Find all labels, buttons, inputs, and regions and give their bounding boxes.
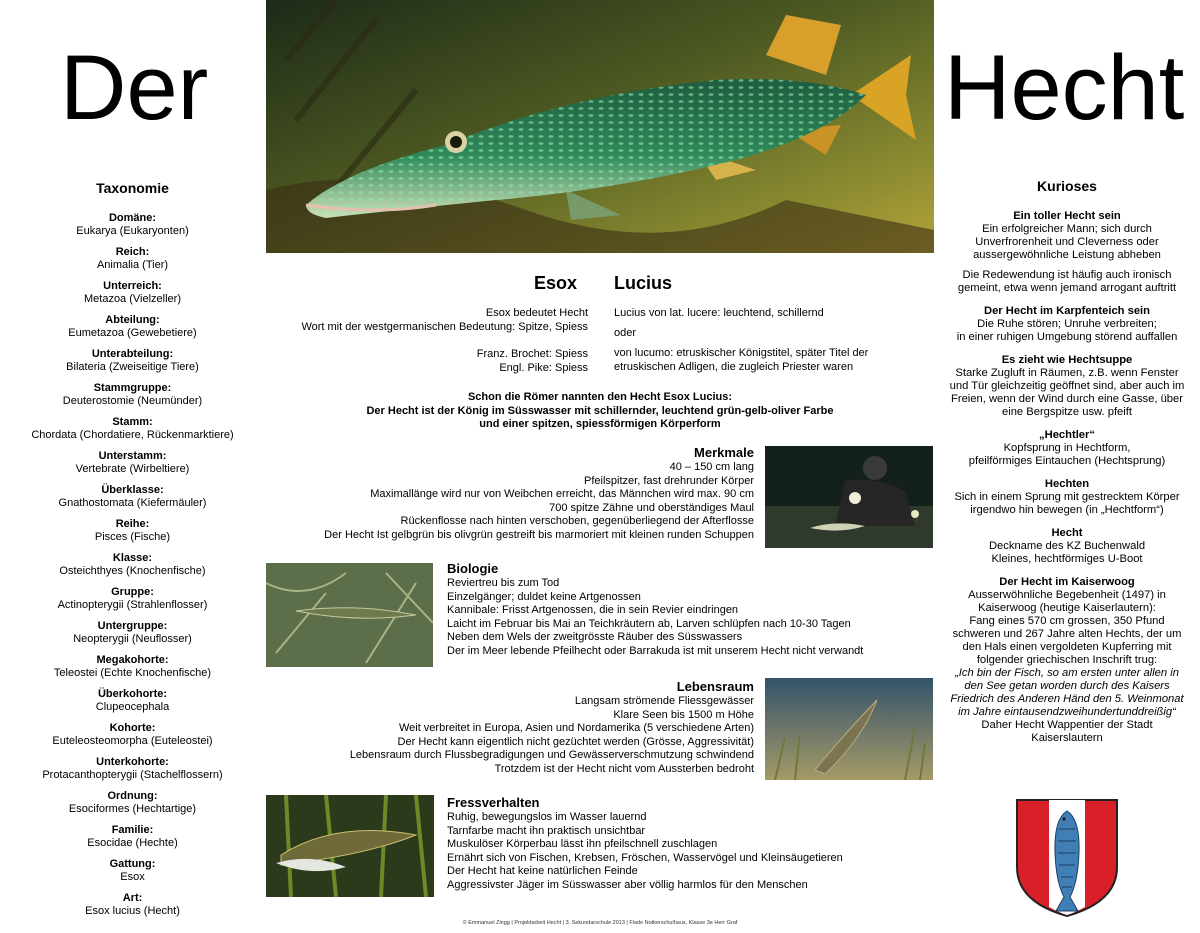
kurioses-line: folgender griechischen Inschrift trug:	[976, 654, 1158, 666]
kurioses-line: Die Ruhe stören; Unruhe verbreiten;	[977, 318, 1157, 330]
taxonomy-rank: Untergruppe:	[97, 620, 168, 632]
taxonomy-rank: Art:	[122, 892, 143, 904]
taxonomy-rank: Unterreich:	[103, 280, 162, 292]
taxonomy-value: Teleostei (Echte Knochenfische)	[53, 666, 212, 679]
lebensraum-lines	[266, 695, 754, 776]
kurioses-line: eine Bergspitze usw. pfeift	[1002, 406, 1132, 418]
taxonomy-rank: Stammgruppe:	[93, 382, 172, 394]
taxonomy-value: Clupeocephala	[95, 700, 170, 713]
taxonomy-value: Pisces (Fische)	[94, 530, 171, 543]
species-heading: Lucius	[614, 273, 673, 293]
taxonomy-column	[0, 180, 265, 926]
taxonomy-item	[0, 722, 265, 747]
taxonomy-item	[0, 790, 265, 815]
kurioses-line: gemeint, etwa wenn jemand arrogant auftritt	[957, 282, 1177, 294]
kurioses-line: in einer ruhigen Umgebung störend auffallen	[956, 331, 1178, 343]
taxonomy-item	[0, 416, 265, 441]
taxonomy-item	[0, 280, 265, 305]
lebensraum-line: Trotzdem ist der Hecht nicht vom Aussterben bedroht	[494, 762, 754, 775]
kurioses-column	[934, 180, 1200, 755]
fressverhalten-section	[447, 795, 934, 892]
taxonomy-rank: Klasse:	[112, 552, 153, 564]
taxonomy-rank: Unterkohorte:	[96, 756, 169, 768]
merkmale-section	[266, 445, 754, 542]
kurioses-title: Ein toller Hecht sein	[1013, 210, 1121, 222]
biologie-line: Laicht im Februar bis Mai an Teichkräutern ab, Larven schlüpfen nach 10-30 Tagen	[447, 617, 851, 630]
kurioses-heading: Kurioses	[1037, 178, 1097, 194]
taxonomy-value: Eukarya (Eukaryonten)	[76, 224, 189, 237]
taxonomy-rank: Unterstamm:	[98, 450, 167, 462]
taxonomy-rank: Gruppe:	[111, 586, 154, 598]
biologie-title: Biologie	[447, 561, 499, 576]
taxonomy-item	[0, 586, 265, 611]
kurioses-line: den Hals einen vergoldeten Kupferring mit	[962, 641, 1172, 653]
taxonomy-value: Esox lucius (Hecht)	[85, 904, 180, 917]
taxonomy-item	[0, 892, 265, 917]
kurioses-hechten	[934, 478, 1200, 517]
kurioses-line: Sich in einem Sprung mit gestrecktem Körper	[954, 491, 1180, 503]
taxonomy-value: Bilateria (Zweiseitige Tiere)	[66, 360, 199, 373]
taxonomy-item	[0, 688, 265, 713]
merkmale-title: Merkmale	[694, 445, 754, 460]
taxonomy-rank: Abteilung:	[105, 314, 160, 326]
kurioses-line: Kaiserslautern	[1031, 732, 1103, 744]
kurioses-line: und Tür gleichzeitig geöffnet sind, aber auch im	[949, 380, 1185, 392]
kurioses-line: Kopfsprung in Hechtform,	[1003, 442, 1131, 454]
kurioses-quote-line: den See getan worden durch des Kaisers	[964, 680, 1170, 692]
kurioses-line: Daher Hecht Wappentier der Stadt	[981, 719, 1153, 731]
esox-line: Engl. Pike: Spiess	[499, 361, 588, 374]
taxonomy-rank: Gattung:	[109, 858, 156, 870]
kurioses-line: pfeilförmiges Eintauchen (Hechtsprung)	[968, 455, 1166, 467]
merkmale-line: 700 spitze Zähne und oberständiges Maul	[549, 501, 754, 514]
esox-explanation	[266, 307, 588, 375]
kurioses-title: „Hechtler“	[1039, 429, 1095, 441]
kurioses-line: irgendwo hin bewegen (in „Hechtform“)	[970, 504, 1164, 516]
taxonomy-item	[0, 212, 265, 237]
intro-block	[266, 391, 934, 432]
kurioses-hecht-deckname	[934, 527, 1200, 566]
taxonomy-item	[0, 484, 265, 509]
taxonomy-value: Neopterygii (Neuflosser)	[73, 632, 192, 645]
taxonomy-value: Euteleosteomorpha (Euteleostei)	[52, 734, 213, 747]
taxonomy-value: Actinopterygii (Strahlenflosser)	[57, 598, 208, 611]
taxonomy-rank: Kohorte:	[109, 722, 156, 734]
taxonomy-rank: Überkohorte:	[97, 688, 168, 700]
taxonomy-value: Animalia (Tier)	[96, 258, 169, 271]
pike-underwater-photo	[765, 678, 933, 780]
kurioses-line: Starke Zugluft in Räumen, z.B. wenn Fenster	[955, 367, 1179, 379]
taxonomy-item	[0, 620, 265, 645]
biologie-line: Reviertreu bis zum Tod	[447, 577, 560, 589]
taxonomy-item	[0, 654, 265, 679]
biologie-section	[447, 561, 934, 658]
taxonomy-value: Gnathostomata (Kiefermäuler)	[58, 496, 207, 509]
merkmale-line: Pfeilspitzer, fast drehrunder Körper	[584, 474, 754, 487]
taxonomy-rank: Ordnung:	[107, 790, 158, 802]
lucius-line: Lucius von lat. lucere: leuchtend, schillernd	[614, 307, 824, 319]
kurioses-line: Fang eines 570 cm grossen, 350 Pfund	[969, 615, 1165, 627]
fressverhalten-line: Aggressivster Jäger im Süsswasser aber völlig harmlos für den Menschen	[447, 878, 808, 891]
taxonomy-item	[0, 382, 265, 407]
kurioses-title: Hecht	[1051, 527, 1083, 539]
taxonomy-item	[0, 314, 265, 339]
biologie-line: Einzelgänger; duldet keine Artgenossen	[447, 590, 641, 603]
lucius-oder: oder	[614, 326, 637, 339]
lebensraum-title: Lebensraum	[676, 679, 754, 694]
taxonomy-item	[0, 756, 265, 781]
kurioses-quote-line: im Jahre eintausendzweihundertunddreißig“	[958, 706, 1176, 718]
taxonomy-item	[0, 450, 265, 475]
lucius-line: von lucumo: etruskischer Königstitel, später Titel der	[614, 347, 869, 359]
esox-line: Wort mit der westgermanischen Bedeutung: Spitze, Spiess	[301, 320, 588, 333]
footer-credits: © Emmanuel Zingg | Projektarbeit Hecht | 3. Sekundarschule 2013 | Flade Notkerschulhaus, Klasse 3e Herr Graf	[462, 920, 738, 926]
kurioses-line: Unverfrorenheit und Cleverness oder	[975, 236, 1159, 248]
kurioses-title: Hechten	[1044, 478, 1090, 490]
kurioses-line: aussergewöhnliche Leistung abheben	[973, 249, 1161, 261]
lebensraum-line: Langsam strömende Fliessgewässer	[574, 695, 754, 707]
taxonomy-rank: Megakohorte:	[96, 654, 169, 666]
taxonomy-rank: Reich:	[115, 246, 150, 258]
fressverhalten-line: Muskulöser Körperbau lässt ihn pfeilschnell zuschlagen	[447, 838, 718, 850]
lebensraum-section	[266, 679, 754, 776]
taxonomy-item	[0, 518, 265, 543]
merkmale-lines	[266, 461, 754, 542]
intro-line: Schon die Römer nannten den Hecht Esox Lucius:	[467, 391, 733, 403]
fressverhalten-lines	[447, 811, 934, 892]
esox-line: Esox bedeutet Hecht	[485, 307, 588, 319]
biologie-lines	[447, 577, 934, 658]
kurioses-hechtler	[934, 429, 1200, 468]
biologie-line: Der im Meer lebende Pfeilhecht oder Barrakuda ist mit unserem Hecht nicht verwandt	[447, 644, 864, 657]
kurioses-title: Der Hecht im Kaiserwoog	[999, 576, 1135, 588]
fressverhalten-line: Der Hecht hat keine natürlichen Feinde	[447, 865, 638, 877]
taxonomy-value: Esocidae (Hechte)	[87, 836, 178, 849]
taxonomy-value: Esociformes (Hechtartige)	[68, 802, 197, 815]
pike-hunting-photo	[266, 795, 434, 897]
fressverhalten-line: Ernährt sich von Fischen, Krebsen, Fröschen, Wasservögel und Kleinsäugetieren	[447, 851, 843, 864]
lucius-line: etruskischen Adligen, die zugleich Priester waren	[614, 360, 854, 373]
kurioses-hechtsuppe	[934, 354, 1200, 419]
lebensraum-line: Weit verbreitet in Europa, Asien und Nordamerika (5 verschiedene Arten)	[398, 722, 754, 734]
kurioses-line: Deckname des KZ Buchenwald	[988, 540, 1146, 552]
lebensraum-line: Der Hecht kann eigentlich nicht gezüchtet werden (Grösse, Aggressivität)	[397, 735, 754, 748]
merkmale-line: Rückenflosse nach hinten verschoben, gegenüberliegend der Afterflosse	[400, 515, 754, 527]
fressverhalten-line: Tarnfarbe macht ihn praktisch unsichtbar	[447, 824, 646, 837]
taxonomy-value: Esox	[120, 870, 145, 883]
lebensraum-line: Lebensraum durch Flussbegradigungen und Gewässerverschmutzung schwindend	[349, 749, 754, 761]
taxonomy-item	[0, 552, 265, 577]
taxonomy-heading: Taxonomie	[96, 180, 169, 196]
merkmale-line: 40 – 150 cm lang	[669, 461, 754, 473]
taxonomy-rank: Familie:	[111, 824, 154, 836]
merkmale-line: Der Hecht Ist gelbgrün bis olivgrün gestreift bis marmoriert mit kleinen runden Schuppen	[324, 528, 754, 541]
fressverhalten-line: Ruhig, bewegungslos im Wasser lauernd	[447, 811, 647, 823]
taxonomy-item	[0, 246, 265, 271]
kurioses-line: Freien, wenn der Wind durch eine Gasse, über	[951, 393, 1183, 405]
fressverhalten-title: Fressverhalten	[447, 795, 540, 810]
taxonomy-value: Deuterostomie (Neumünder)	[62, 394, 203, 407]
hero-pike-photo	[266, 0, 934, 253]
kurioses-quote-line: „Ich bin der Fisch, so am ersten unter allen in	[955, 667, 1179, 679]
intro-line: Der Hecht ist der König im Süsswasser mit schillernder, leuchtend grün-gelb-oliver Farbe	[366, 404, 834, 417]
kurioses-line: Ein erfolgreicher Mann; sich durch	[982, 223, 1152, 235]
kurioses-karpfenteich	[934, 305, 1200, 344]
intro-line: und einer spitzen, spiessförmigen Körperform	[479, 418, 721, 430]
kurioses-title: Der Hecht im Karpfenteich sein	[984, 305, 1150, 317]
taxonomy-rank: Stamm:	[112, 416, 153, 428]
taxonomy-item	[0, 348, 265, 373]
kurioses-kaiserwoog	[934, 576, 1200, 745]
kurioses-line: Ausserwöhnliche Begebenheit (1497) in	[968, 589, 1166, 601]
taxonomy-value: Chordata (Chordatiere, Rückenmarktiere)	[31, 428, 234, 441]
kaiserslautern-coat-of-arms	[1014, 797, 1120, 919]
taxonomy-value: Protacanthopterygii (Stachelflossern)	[42, 768, 223, 781]
merkmale-line: Maximallänge wird nur von Weibchen erreicht, das Männchen wird max. 90 cm	[370, 488, 754, 500]
pike-in-weeds-photo	[266, 563, 433, 667]
taxonomy-rank: Reihe:	[115, 518, 150, 530]
kurioses-line: schweren und 267 Jahre alten Hechts, der um	[952, 628, 1182, 640]
taxonomy-item	[0, 858, 265, 883]
title-hecht: Hecht	[944, 37, 1185, 139]
diver-photo	[765, 446, 933, 548]
kurioses-line: Kaiserwoog (heutige Kaiserlautern):	[978, 602, 1156, 614]
taxonomy-list	[0, 212, 265, 917]
taxonomy-rank: Unterabteilung:	[91, 348, 174, 360]
taxonomy-value: Metazoa (Vielzeller)	[83, 292, 181, 305]
biologie-line: Neben dem Wels der zweitgrösste Räuber des Süsswassers	[447, 631, 743, 643]
lebensraum-line: Klare Seen bis 1500 m Höhe	[613, 708, 754, 721]
taxonomy-value: Vertebrate (Wirbeltiere)	[75, 462, 190, 475]
taxonomy-rank: Domäne:	[108, 212, 157, 224]
lucius-explanation	[614, 307, 934, 374]
taxonomy-rank: Überklasse:	[101, 484, 164, 496]
genus-heading: Esox	[534, 273, 578, 293]
esox-line: Franz. Brochet: Spiess	[476, 348, 588, 360]
title-der: Der	[60, 37, 209, 139]
kurioses-title: Es zieht wie Hechtsuppe	[1001, 354, 1133, 366]
biologie-line: Kannibale: Frisst Artgenossen, die in sein Revier eindringen	[447, 604, 739, 616]
kurioses-line: Die Redewendung ist häufig auch ironisch	[962, 269, 1172, 281]
kurioses-toller-hecht	[934, 210, 1200, 295]
taxonomy-item	[0, 824, 265, 849]
taxonomy-value: Eumetazoa (Gewebetiere)	[68, 326, 197, 339]
taxonomy-value: Osteichthyes (Knochenfische)	[59, 564, 206, 577]
kurioses-quote-line: Friedrich des Anderen Händ den 5. Weinmonat	[950, 693, 1184, 705]
kurioses-line: Kleines, hechtförmiges U-Boot	[991, 553, 1143, 565]
